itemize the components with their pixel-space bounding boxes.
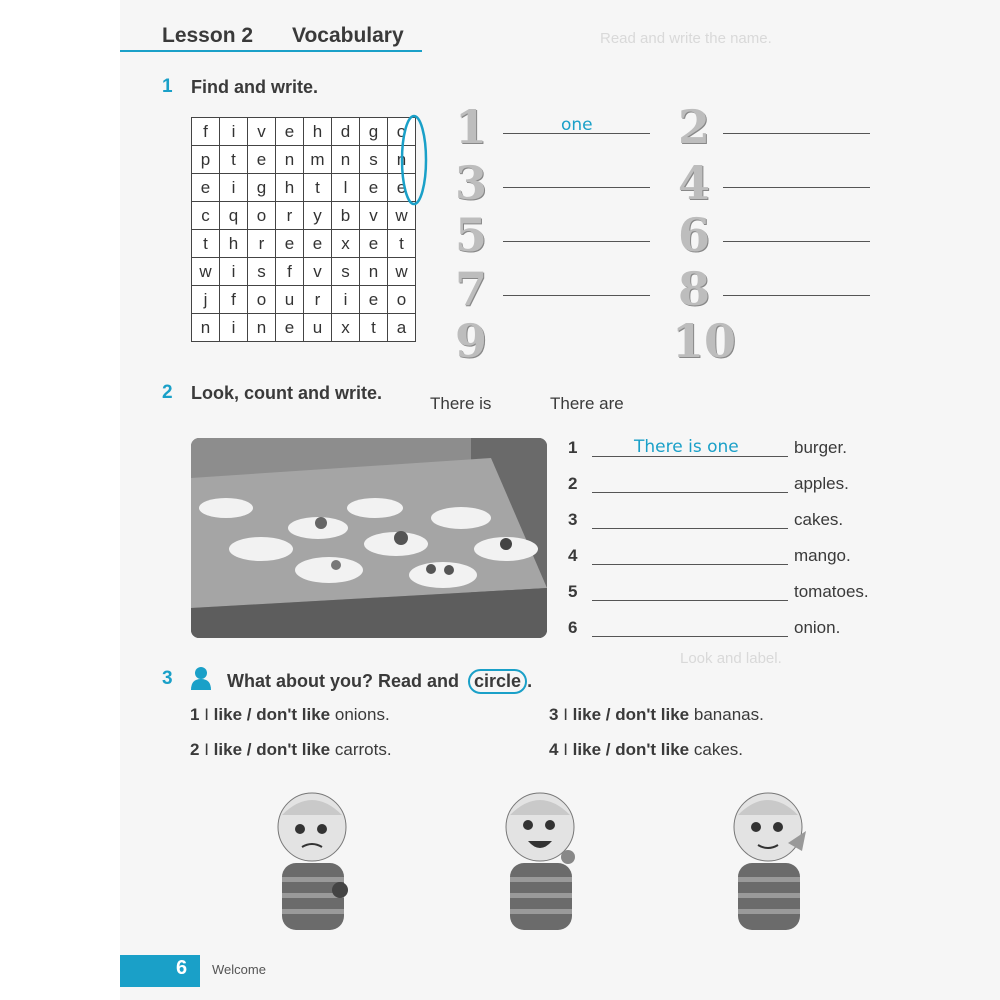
write-line-2	[723, 133, 870, 134]
grid-cell: n	[360, 258, 388, 286]
grid-cell: t	[388, 230, 416, 258]
numeral-8: 8	[678, 262, 711, 316]
grid-cell: a	[388, 314, 416, 342]
option-dont-like[interactable]: don't like	[615, 705, 690, 724]
show-through-text: Look and label.	[680, 650, 782, 667]
grid-cell: o	[248, 286, 276, 314]
write-line-5	[503, 241, 650, 242]
child-illustration-1	[262, 785, 362, 930]
grid-cell: v	[360, 202, 388, 230]
write-line-8	[723, 295, 870, 296]
ex2-write-line	[592, 492, 788, 493]
grid-cell: w	[388, 202, 416, 230]
exercise-2-number: 2	[162, 382, 173, 403]
grid-row	[192, 174, 416, 202]
page-number-tab	[120, 955, 200, 987]
exercise-1-number: 1	[162, 76, 173, 97]
grid-cell: t	[360, 314, 388, 342]
numeral-1: 1	[455, 100, 488, 154]
circle-word: circle	[468, 669, 527, 694]
grid-row	[192, 230, 416, 258]
grid-cell: e	[360, 174, 388, 202]
option-separator: /	[601, 705, 616, 724]
circled-word-mark	[397, 113, 431, 207]
grid-cell: w	[388, 258, 416, 286]
grid-cell: e	[360, 286, 388, 314]
ex2-item-word: burger.	[794, 438, 847, 457]
grid-cell: e	[304, 230, 332, 258]
grid-cell: n	[192, 314, 220, 342]
numeral-7: 7	[455, 262, 488, 316]
person-icon	[190, 666, 212, 690]
write-line-7	[503, 295, 650, 296]
grid-cell: h	[304, 118, 332, 146]
grid-cell: u	[304, 314, 332, 342]
ex2-item-word: cakes.	[794, 510, 844, 529]
ex3-sentence	[190, 740, 392, 760]
grid-cell: e	[276, 230, 304, 258]
grid-cell: y	[304, 202, 332, 230]
grid-cell: t	[192, 230, 220, 258]
write-line-4	[723, 187, 870, 188]
option-like[interactable]: like	[572, 740, 602, 759]
option-dont-like[interactable]: don't like	[256, 740, 331, 759]
exercise-1-instruction: Find and write.	[191, 77, 319, 97]
lesson-label: Lesson 2	[162, 24, 254, 47]
grid-cell: n	[248, 314, 276, 342]
grid-cell: u	[276, 286, 304, 314]
child-illustration-2	[490, 785, 590, 930]
grid-cell: s	[248, 258, 276, 286]
numeral-5: 5	[455, 208, 488, 262]
exercise-2-instruction: Look, count and write.	[191, 383, 383, 403]
grid-cell: m	[304, 146, 332, 174]
grid-cell: e	[248, 146, 276, 174]
option-dont-like[interactable]: don't like	[256, 705, 331, 724]
grid-cell: i	[332, 286, 360, 314]
grid-cell: p	[192, 146, 220, 174]
ex2-write-line	[592, 600, 788, 601]
ex3-object: onions.	[334, 705, 390, 724]
ex3-item-number: 2	[190, 740, 200, 759]
grid-cell: w	[192, 258, 220, 286]
ex2-write-line	[592, 636, 788, 637]
grid-row	[192, 118, 416, 146]
grid-cell: g	[248, 174, 276, 202]
numeral-3: 3	[455, 156, 488, 210]
ex3-sentence	[549, 740, 743, 760]
ex3-object: carrots.	[334, 740, 392, 759]
grid-cell: s	[332, 258, 360, 286]
ex2-write-line	[592, 528, 788, 529]
grid-cell: e	[388, 174, 416, 202]
grid-row	[192, 286, 416, 314]
ex2-item-number: 5	[568, 582, 578, 601]
ex3-subject: I	[204, 705, 209, 724]
option-separator: /	[601, 740, 616, 759]
option-like[interactable]: like	[213, 740, 243, 759]
grid-cell: f	[192, 118, 220, 146]
food-table-photo	[191, 438, 547, 638]
ex2-item-word: mango.	[794, 546, 851, 565]
child-illustration-3	[718, 785, 818, 930]
page-title: Vocabulary	[292, 24, 404, 47]
grid-cell: e	[276, 118, 304, 146]
grid-cell: x	[332, 314, 360, 342]
exercise-3-number: 3	[162, 668, 173, 689]
ex2-answer: There is one	[634, 437, 739, 457]
ex3-object: cakes.	[693, 740, 744, 759]
exercise-3-instruction-text: What about you? Read and	[227, 671, 459, 691]
write-line-6	[723, 241, 870, 242]
ex2-write-line	[592, 564, 788, 565]
grid-row	[192, 314, 416, 342]
ex2-item-number: 2	[568, 474, 578, 493]
grid-cell: f	[220, 286, 248, 314]
option-like[interactable]: like	[572, 705, 602, 724]
grid-cell: v	[248, 118, 276, 146]
answer-1: one	[561, 115, 593, 135]
ex2-item-number: 1	[568, 438, 578, 457]
option-there-are: There are	[550, 394, 624, 413]
ex2-item-word: apples.	[794, 474, 849, 493]
header-underline	[120, 50, 422, 52]
grid-cell: q	[220, 202, 248, 230]
grid-cell: d	[332, 118, 360, 146]
food-table-illustration	[191, 438, 547, 638]
grid-cell: r	[304, 286, 332, 314]
grid-cell: t	[220, 146, 248, 174]
grid-cell: n	[388, 146, 416, 174]
ex2-item-number: 3	[568, 510, 578, 529]
ex3-subject: I	[563, 740, 568, 759]
grid-row	[192, 202, 416, 230]
numeral-9: 9	[455, 314, 488, 368]
exercise-3-instruction	[227, 669, 532, 694]
option-there-is: There is	[430, 394, 492, 413]
grid-cell: v	[304, 258, 332, 286]
grid-cell: h	[276, 174, 304, 202]
grid-cell: c	[192, 202, 220, 230]
option-dont-like[interactable]: don't like	[615, 740, 690, 759]
ex2-item-number: 4	[568, 546, 578, 565]
write-line-3	[503, 187, 650, 188]
grid-cell: g	[360, 118, 388, 146]
grid-cell: n	[332, 146, 360, 174]
grid-cell: i	[220, 258, 248, 286]
grid-cell: e	[276, 314, 304, 342]
grid-cell: i	[220, 118, 248, 146]
option-separator: /	[242, 705, 257, 724]
ex3-item-number: 1	[190, 705, 200, 724]
grid-cell: b	[332, 202, 360, 230]
numeral-6: 6	[678, 208, 711, 262]
grid-row	[192, 258, 416, 286]
ex3-item-number: 3	[549, 705, 559, 724]
grid-cell: i	[220, 314, 248, 342]
grid-cell: j	[192, 286, 220, 314]
ex3-item-number: 4	[549, 740, 559, 759]
numeral-2: 2	[678, 100, 711, 154]
ex2-item-word: tomatoes.	[794, 582, 869, 601]
show-through-text: Read and write the name.	[600, 30, 772, 47]
grid-cell: e	[192, 174, 220, 202]
grid-cell: e	[360, 230, 388, 258]
grid-cell: o	[388, 286, 416, 314]
grid-cell: x	[332, 230, 360, 258]
footer-section: Welcome	[212, 962, 266, 977]
option-separator: /	[242, 740, 257, 759]
ex2-item-word: onion.	[794, 618, 841, 637]
grid-cell: h	[220, 230, 248, 258]
grid-cell: r	[276, 202, 304, 230]
grid-cell: n	[276, 146, 304, 174]
ex3-subject: I	[204, 740, 209, 759]
ex3-subject: I	[563, 705, 568, 724]
grid-cell: r	[248, 230, 276, 258]
grid-cell: i	[220, 174, 248, 202]
ex3-object: bananas.	[693, 705, 764, 724]
numeral-10: 10	[672, 314, 737, 368]
ex2-item-number: 6	[568, 618, 578, 637]
grid-cell: f	[276, 258, 304, 286]
ex3-sentence	[190, 705, 390, 725]
grid-cell: o	[248, 202, 276, 230]
ex3-sentence	[549, 705, 764, 725]
grid-cell: l	[332, 174, 360, 202]
page-number: 6	[176, 957, 188, 979]
grid-row	[192, 146, 416, 174]
grid-cell: t	[304, 174, 332, 202]
option-like[interactable]: like	[213, 705, 243, 724]
numeral-4: 4	[678, 156, 711, 210]
grid-cell: s	[360, 146, 388, 174]
end-dot: .	[527, 671, 533, 691]
grid-cell: o	[388, 118, 416, 146]
word-search-grid	[191, 117, 416, 342]
